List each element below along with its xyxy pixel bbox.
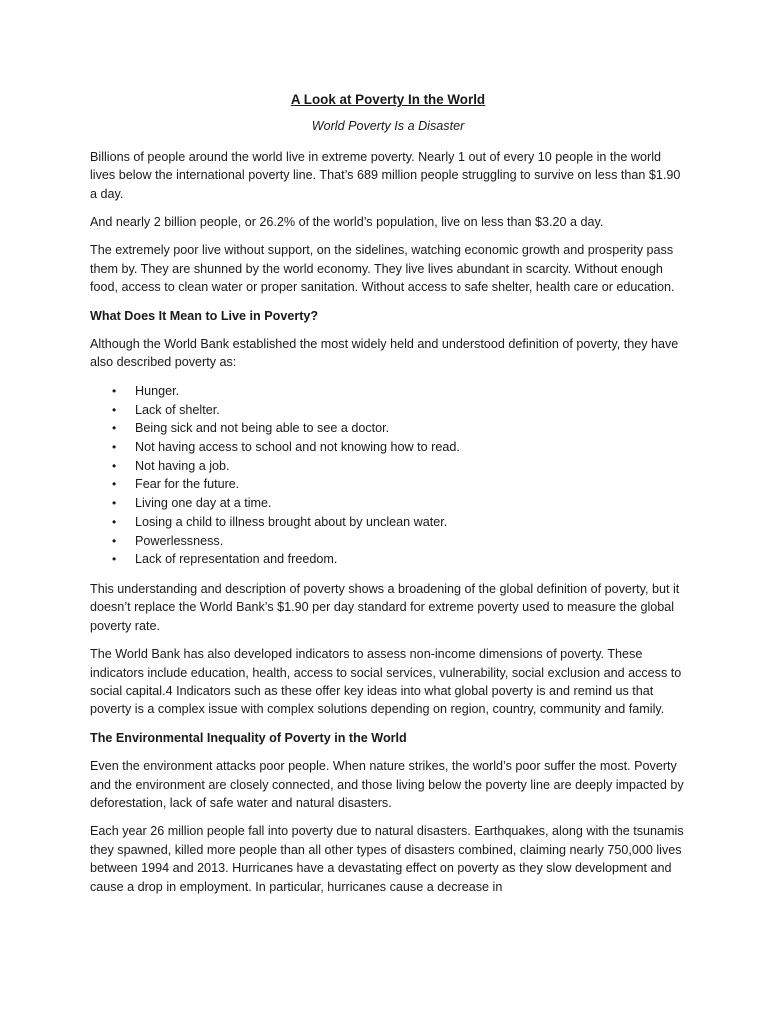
list-item-text: Not having a job. [135,458,230,473]
list-item [90,401,686,420]
list-item [90,494,686,513]
paragraph-intro-2: And nearly 2 billion people, or 26.2% of the world’s population, live on less than $3.20 a day. [90,215,604,230]
section-heading-poverty-meaning: What Does It Mean to Live in Poverty? [90,308,319,323]
list-item [90,532,686,551]
list-item-text: Losing a child to illness brought about by unclean water. [135,514,448,529]
paragraph-broadening: This understanding and description of poverty shows a broadening of the global definition of poverty, but it doesn’t replace the World Bank’s $1.90 per day standard for extreme poverty used to measure the global poverty rate. [90,581,680,633]
list-item [90,513,686,532]
paragraph-definition: Although the World Bank established the most widely held and understood definition of poverty, they have also described poverty as: [90,337,679,370]
bullet-icon: • [112,496,117,511]
paragraph-indicators: The World Bank has also developed indicators to assess non-income dimensions of poverty. These indicators include education, health, access to social services, vulnerability, social exclusion and access to social capital.4 Indicators such as these offer key ideas into what global poverty is and remind us that poverty is a complex issue with complex solutions depending on region, country, community and family. [90,647,682,717]
document-body [90,91,686,906]
bullet-icon: • [112,477,117,492]
list-item [90,438,686,457]
list-item [90,419,686,438]
list-item [90,550,686,569]
bullet-icon: • [112,458,117,473]
list-item-text: Not having access to school and not knowing how to read. [135,439,460,454]
list-item [90,475,686,494]
bullet-icon: • [112,514,117,529]
bullet-icon: • [112,402,117,417]
list-item-text: Hunger. [135,383,180,398]
list-item-text: Living one day at a time. [135,496,272,511]
list-item-text: Lack of representation and freedom. [135,552,338,567]
poverty-description-list [90,382,686,569]
paragraph-environment-2: Each year 26 million people fall into poverty due to natural disasters. Earthquakes, along with the tsunamis they spawned, killed more people than all other types of disasters combined, claiming nearly 750,000 lives between 1994 and 2013. Hurricanes have a devastating effect on poverty as they slow development and cause a drop in employment. In particular, hurricanes cause a decrease in [90,824,684,894]
document-title: A Look at Poverty In the World [290,92,486,107]
bullet-icon: • [112,383,117,398]
bullet-icon: • [112,533,117,548]
list-item-text: Lack of shelter. [135,402,220,417]
list-item [90,382,686,401]
list-item-text: Fear for the future. [135,477,240,492]
paragraph-environment-1: Even the environment attacks poor people. When nature strikes, the world’s poor suffer the most. Poverty and the environment are closely connected, and those living below the poverty line are deeply impacted by deforestation, lack of safe water and natural disasters. [90,759,684,810]
section-heading-environment: The Environmental Inequality of Poverty in the World [90,730,407,745]
list-item [90,457,686,476]
paragraph-intro-1: Billions of people around the world live in extreme poverty. Nearly 1 out of every 10 people in the world lives below the international poverty line. That’s 689 million people struggling to survive on less than $1.90 a day. [90,149,681,201]
bullet-icon: • [112,439,117,454]
bullet-icon: • [112,552,117,567]
bullet-icon: • [112,421,117,436]
document-subtitle: World Poverty Is a Disaster [311,119,465,134]
list-item-text: Being sick and not being able to see a doctor. [135,421,390,436]
paragraph-intro-3: The extremely poor live without support, on the sidelines, watching economic growth and prosperity pass them by. They are shunned by the world economy. They live lives abundant in scarcity. Without enough food, access to clean water or proper sanitation. Without access to safe shelter, health care or education. [90,243,675,295]
list-item-text: Powerlessness. [135,533,224,548]
